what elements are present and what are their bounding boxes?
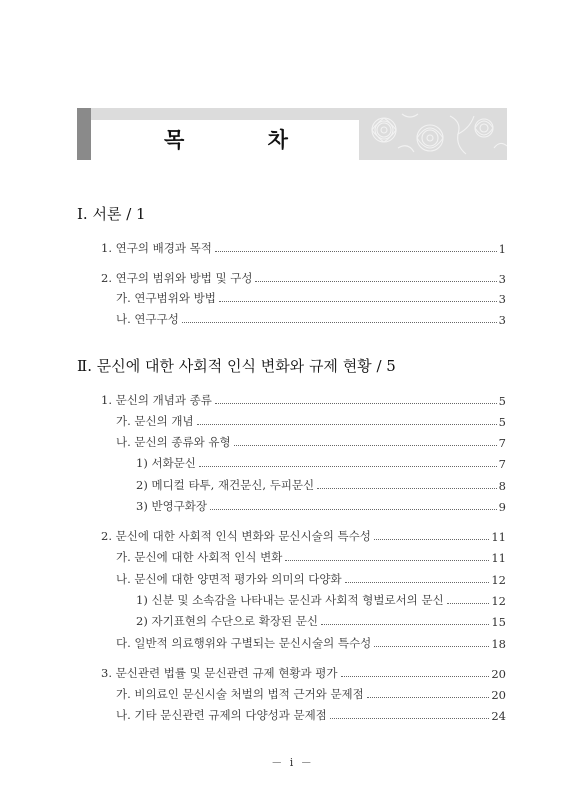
toc-entry-page: 12 (491, 594, 506, 608)
leader-dots (210, 509, 497, 510)
banner-accent-bar (77, 108, 91, 160)
leader-dots (330, 718, 490, 719)
leader-dots (317, 488, 497, 489)
toc-entry-page: 8 (498, 479, 506, 493)
toc-entry[interactable] (136, 477, 506, 493)
toc-entry-page: 15 (491, 615, 506, 629)
leader-dots (341, 676, 490, 677)
toc-entry-label: 1. 문신의 개념과 종류 (101, 393, 212, 407)
leader-dots (199, 466, 497, 467)
toc-entry[interactable] (136, 592, 506, 608)
toc-entry[interactable] (116, 707, 506, 723)
toc-entry-page: 1 (498, 242, 506, 256)
toc-entry-page: 11 (491, 551, 506, 565)
leader-dots (447, 603, 490, 604)
toc-entry-label: 1. 연구의 배경과 목적 (101, 241, 212, 255)
title-banner (77, 108, 507, 160)
toc-entry-label: 3. 문신관련 법률 및 문신관련 규제 현황과 평가 (101, 666, 338, 680)
toc-entry-label: 1) 서화문신 (136, 456, 196, 470)
leader-dots (321, 624, 489, 625)
leader-dots (374, 646, 489, 647)
toc-entry-label: 1) 신분 및 소속감을 나타내는 문신과 사회적 형벌로서의 문신 (136, 593, 444, 607)
toc-entry-label: 가. 비의료인 문신시술 처벌의 법적 근거와 문제점 (116, 687, 364, 701)
leader-dots (285, 560, 489, 561)
toc-entry-page: 7 (498, 436, 506, 450)
toc-entry-label: 나. 연구구성 (116, 312, 179, 326)
leader-dots (374, 539, 490, 540)
toc-entry-label: 나. 문신의 종류와 유형 (116, 435, 231, 449)
toc-entry-label: 다. 일반적 의료행위와 구별되는 문신시술의 특수성 (116, 636, 372, 650)
toc-entry[interactable] (116, 434, 506, 450)
toc-entry-label: 나. 문신에 대한 양면적 평가와 의미의 다양화 (116, 572, 342, 586)
toc-entry[interactable] (116, 686, 506, 702)
toc-entry-page: 3 (498, 292, 506, 306)
leader-dots (234, 445, 497, 446)
toc-entry-label: 가. 연구범위와 방법 (116, 291, 216, 305)
leader-dots (182, 322, 497, 323)
section-heading-1: Ⅰ. 서론 / 1 (77, 205, 146, 223)
leader-dots (215, 251, 497, 252)
toc-entry-label: 2) 메디컬 타투, 재건문신, 두피문신 (136, 478, 315, 492)
leader-dots (367, 697, 490, 698)
leader-dots (197, 424, 497, 425)
toc-entry[interactable] (101, 392, 506, 408)
toc-entry-page: 3 (498, 272, 506, 286)
toc-entry[interactable] (101, 240, 506, 256)
toc-entry-page: 7 (498, 457, 506, 471)
toc-entry[interactable] (101, 528, 506, 544)
toc-entry-page: 24 (491, 709, 506, 723)
toc-entry[interactable] (101, 665, 506, 681)
leader-dots (215, 403, 497, 404)
toc-entry[interactable] (116, 571, 506, 587)
toc-entry[interactable] (116, 635, 506, 651)
leader-dots (255, 281, 496, 282)
toc-entry-page: 3 (498, 313, 506, 327)
toc-entry[interactable] (116, 413, 506, 429)
toc-entry[interactable] (116, 290, 506, 306)
page-title: 목 차 (164, 127, 326, 152)
section-heading-2: Ⅱ. 문신에 대한 사회적 인식 변화와 규제 현황 / 5 (77, 357, 396, 375)
floral-decoration-icon (362, 108, 507, 160)
leader-dots (219, 301, 497, 302)
toc-entry-label: 가. 문신의 개념 (116, 414, 194, 428)
toc-entry-page: 5 (498, 415, 506, 429)
toc-entry[interactable] (116, 549, 506, 565)
toc-entry-page: 20 (491, 667, 506, 681)
toc-entry-page: 5 (498, 394, 506, 408)
toc-entry-page: 11 (491, 530, 506, 544)
toc-entry[interactable] (116, 311, 506, 327)
toc-entry-page: 20 (491, 688, 506, 702)
toc-entry[interactable] (101, 270, 506, 286)
toc-entry-page: 12 (491, 573, 506, 587)
toc-entry[interactable] (136, 613, 506, 629)
toc-entry-label: 3) 반영구화장 (136, 499, 208, 513)
leader-dots (345, 582, 490, 583)
toc-entry-label: 2) 자기표현의 수단으로 확장된 문신 (136, 614, 318, 628)
toc-entry[interactable] (136, 498, 506, 514)
toc-entry-page: 18 (491, 637, 506, 651)
toc-entry-page: 9 (498, 500, 506, 514)
page-number: － i － (271, 756, 314, 769)
toc-entry-label: 나. 기타 문신관련 규제의 다양성과 문제점 (116, 708, 327, 722)
toc-entry[interactable] (136, 455, 506, 471)
toc-entry-label: 2. 문신에 대한 사회적 인식 변화와 문신시술의 특수성 (101, 529, 371, 543)
toc-entry-label: 가. 문신에 대한 사회적 인식 변화 (116, 550, 283, 564)
toc-entry-label: 2. 연구의 범위와 방법 및 구성 (101, 271, 253, 285)
